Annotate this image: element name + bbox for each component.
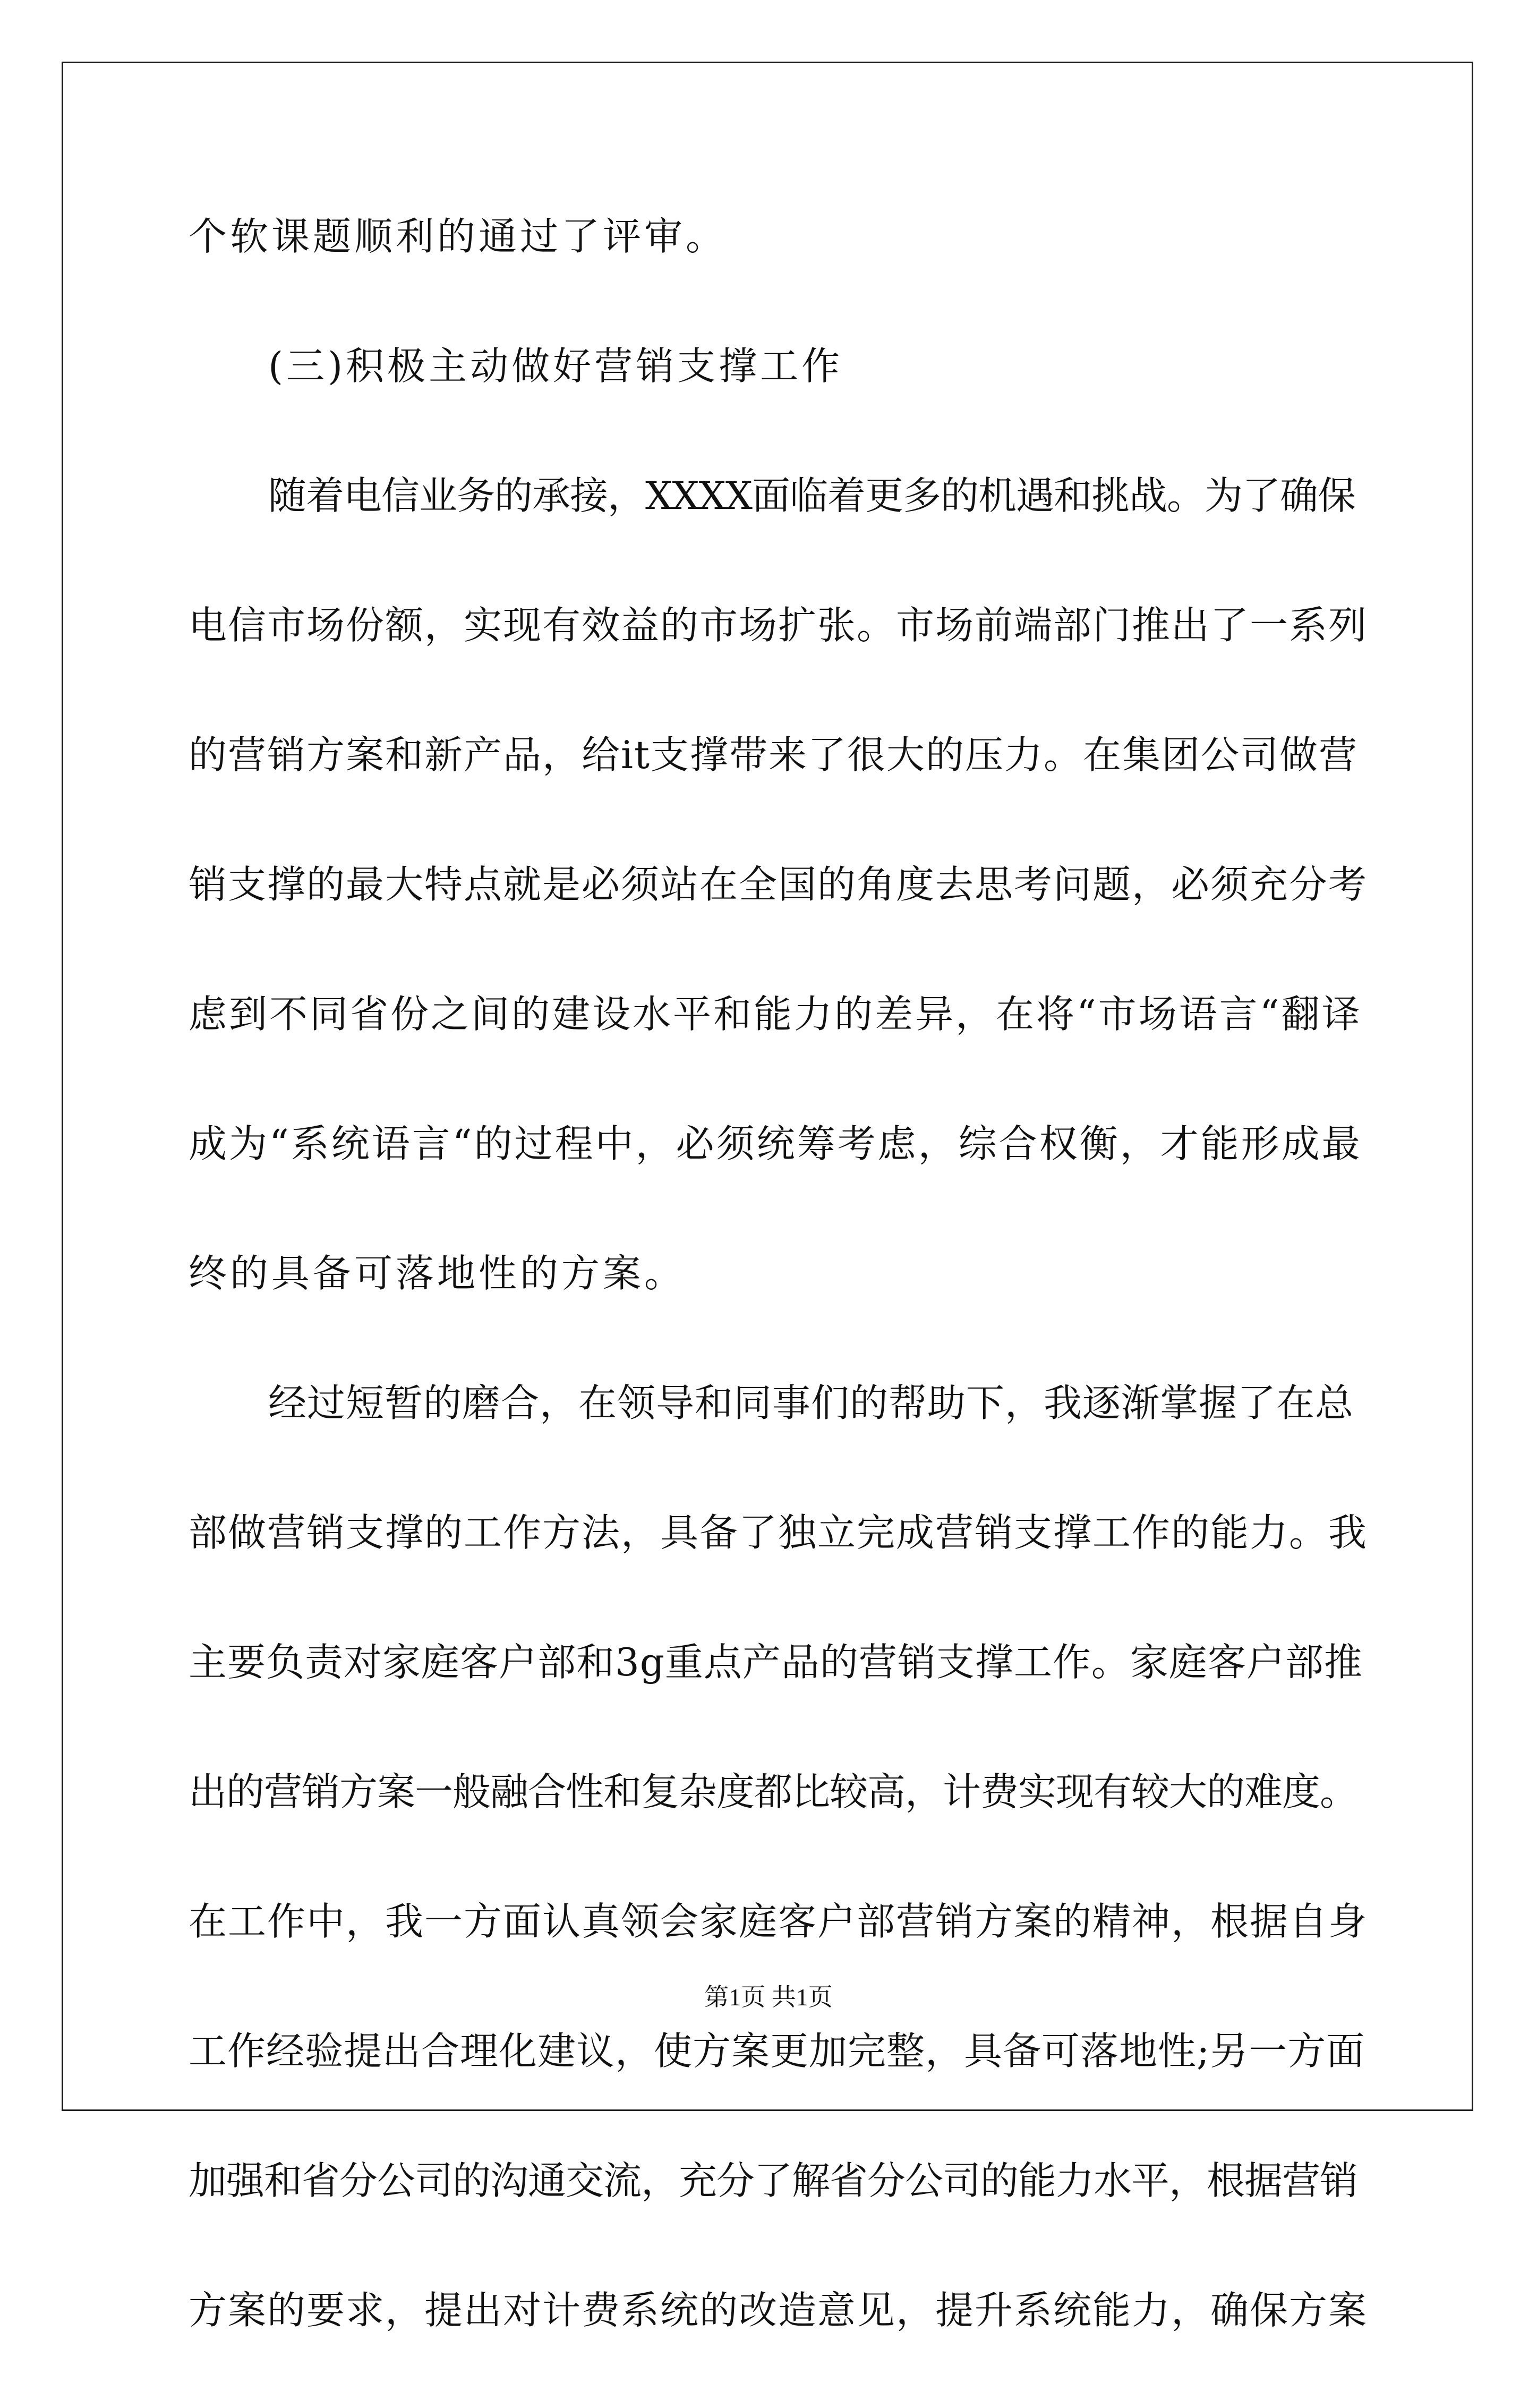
text-line: 在工作中，我一方面认真领会家庭客户部营销方案的精神，根据自身 xyxy=(189,1899,1368,1944)
text-line: 方案的要求，提出对计费系统的改造意见，提升系统能力，确保方案 xyxy=(189,2288,1368,2333)
text-line: 随着电信业务的承接，XXXX面临着更多的机遇和挑战。为了确保 xyxy=(268,473,1356,518)
text-line: 个软课题顺利的通过了评审。 xyxy=(189,214,728,259)
text-line: 经过短暂的磨合，在领导和同事们的帮助下，我逐渐掌握了在总 xyxy=(268,1381,1354,1425)
text-line: 电信市场份额，实现有效益的市场扩张。市场前端部门推出了一系列 xyxy=(189,603,1368,648)
text-line: 的营销方案和新产品，给it支撑带来了很大的压力。在集团公司做营 xyxy=(189,733,1358,777)
document-body xyxy=(189,205,1368,2408)
text-line: 虑到不同省份之间的建设水平和能力的差异，在将“市场语言“翻译 xyxy=(189,992,1362,1036)
text-line: 出的营销方案一般融合性和复杂度都比较高，计费实现有较大的难度。 xyxy=(189,1769,1358,1814)
text-line: 成为“系统语言“的过程中，必须统筹考虑，综合权衡，才能形成最 xyxy=(189,1121,1362,1166)
page-footer: 第1页 共1页 xyxy=(704,1984,833,2011)
text-line: 加强和省分公司的沟通交流，充分了解省分公司的能力水平，根据营销 xyxy=(189,2158,1358,2203)
text-line: 工作经验提出合理化建议，使方案更加完整，具备可落地性;另一方面 xyxy=(189,2029,1365,2073)
text-line: 销支撑的最大特点就是必须站在全国的角度去思考问题，必须充分考 xyxy=(189,862,1368,907)
text-line: 终的具备可落地性的方案。 xyxy=(189,1251,686,1296)
section-heading: (三)积极主动做好营销支撑工作 xyxy=(268,344,843,388)
text-line: 部做营销支撑的工作方法，具备了独立完成营销支撑工作的能力。我 xyxy=(189,1510,1368,1555)
text-line: 主要负责对家庭客户部和3g重点产品的营销支撑工作。家庭客户部推 xyxy=(189,1640,1363,1684)
